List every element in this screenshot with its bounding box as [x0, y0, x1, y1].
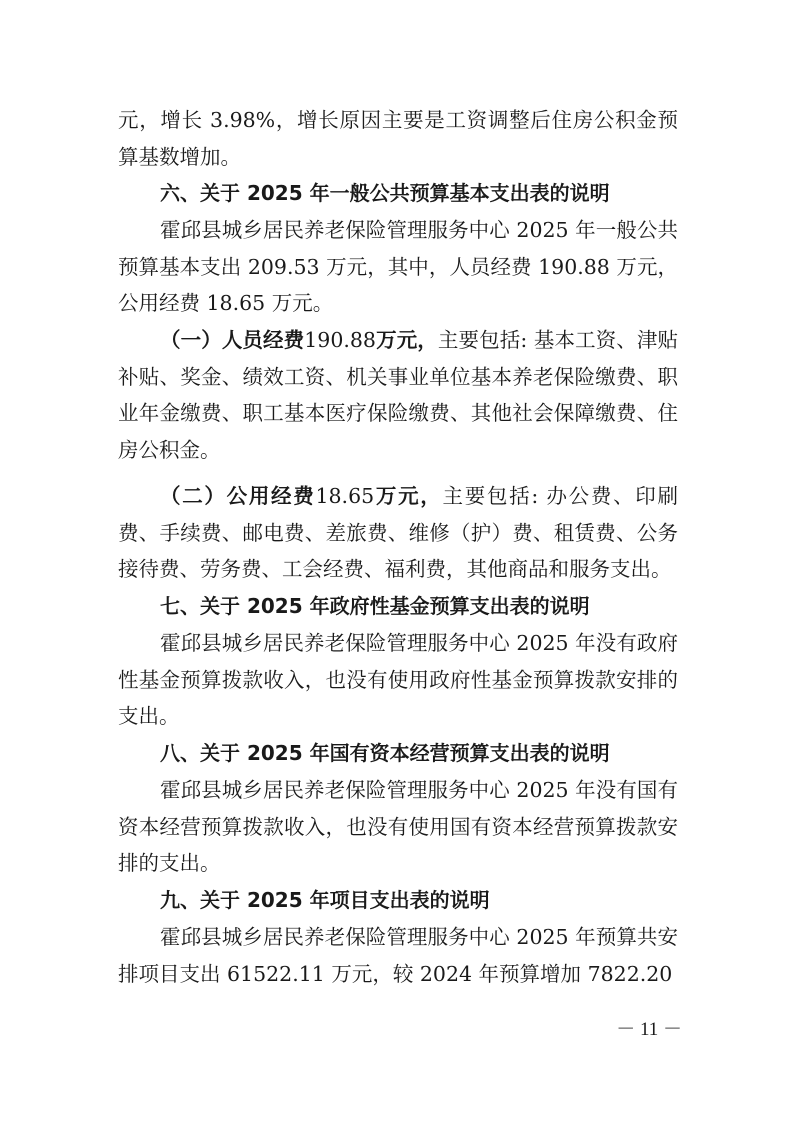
- public-expense-unit: 万元，: [374, 484, 443, 508]
- personnel-expense-paragraph: [118, 322, 678, 468]
- section-9-heading: 九、关于 2025 年项目支出表的说明: [160, 888, 490, 912]
- public-expense-text: 主要包括: 办公费、印刷费、手续费、邮电费、差旅费、维修（护）费、租赁费、公务接待费、劳务费、工会经费、福利费，其他商品和服务支出。: [118, 484, 679, 581]
- section-7-heading: 七、关于 2025 年政府性基金预算支出表的说明: [160, 594, 590, 618]
- section-8-text: 霍邱县城乡居民养老保险管理服务中心 2025 年没有国有资本经营预算拨款收入，也没有使用国有资本经营预算拨款安排的支出。: [118, 778, 678, 875]
- public-expense-paragraph: [118, 478, 678, 588]
- public-expense-amount: 18.65: [315, 484, 375, 508]
- section-9-text: 霍邱县城乡居民养老保险管理服务中心 2025 年预算共安排项目支出 61522.11 万元，较 2024 年预算增加 7822.20: [118, 925, 678, 986]
- personnel-expense-text: 主要包括: 基本工资、津贴补贴、奖金、绩效工资、机关事业单位基本养老保险缴费、职业年金缴费、职工基本医疗保险缴费、其他社会保障缴费、住房公积金。: [118, 328, 679, 462]
- page-number: － 11 －: [616, 1019, 682, 1040]
- personnel-expense-amount: 190.88: [304, 328, 376, 352]
- section-6-intro: 霍邱县城乡居民养老保险管理服务中心 2025 年一般公共预算基本支出 209.53 万元，其中，人员经费 190.88 万元，公用经费 18.65 万元。: [118, 218, 678, 315]
- continuation-paragraph: 元，增长 3.98%，增长原因主要是工资调整后住房公积金预算基数增加。: [118, 108, 678, 169]
- section-6-heading: 六、关于 2025 年一般公共预算基本支出表的说明: [160, 181, 610, 205]
- section-7-text: 霍邱县城乡居民养老保险管理服务中心 2025 年没有政府性基金预算拨款收入，也没有使用政府性基金预算拨款安排的支出。: [118, 631, 678, 728]
- personnel-expense-unit: 万元，: [375, 328, 438, 352]
- public-expense-label: （二）公用经费: [160, 484, 316, 508]
- section-8-heading: 八、关于 2025 年国有资本经营预算支出表的说明: [160, 741, 610, 765]
- personnel-expense-label: （一）人员经费: [160, 328, 305, 352]
